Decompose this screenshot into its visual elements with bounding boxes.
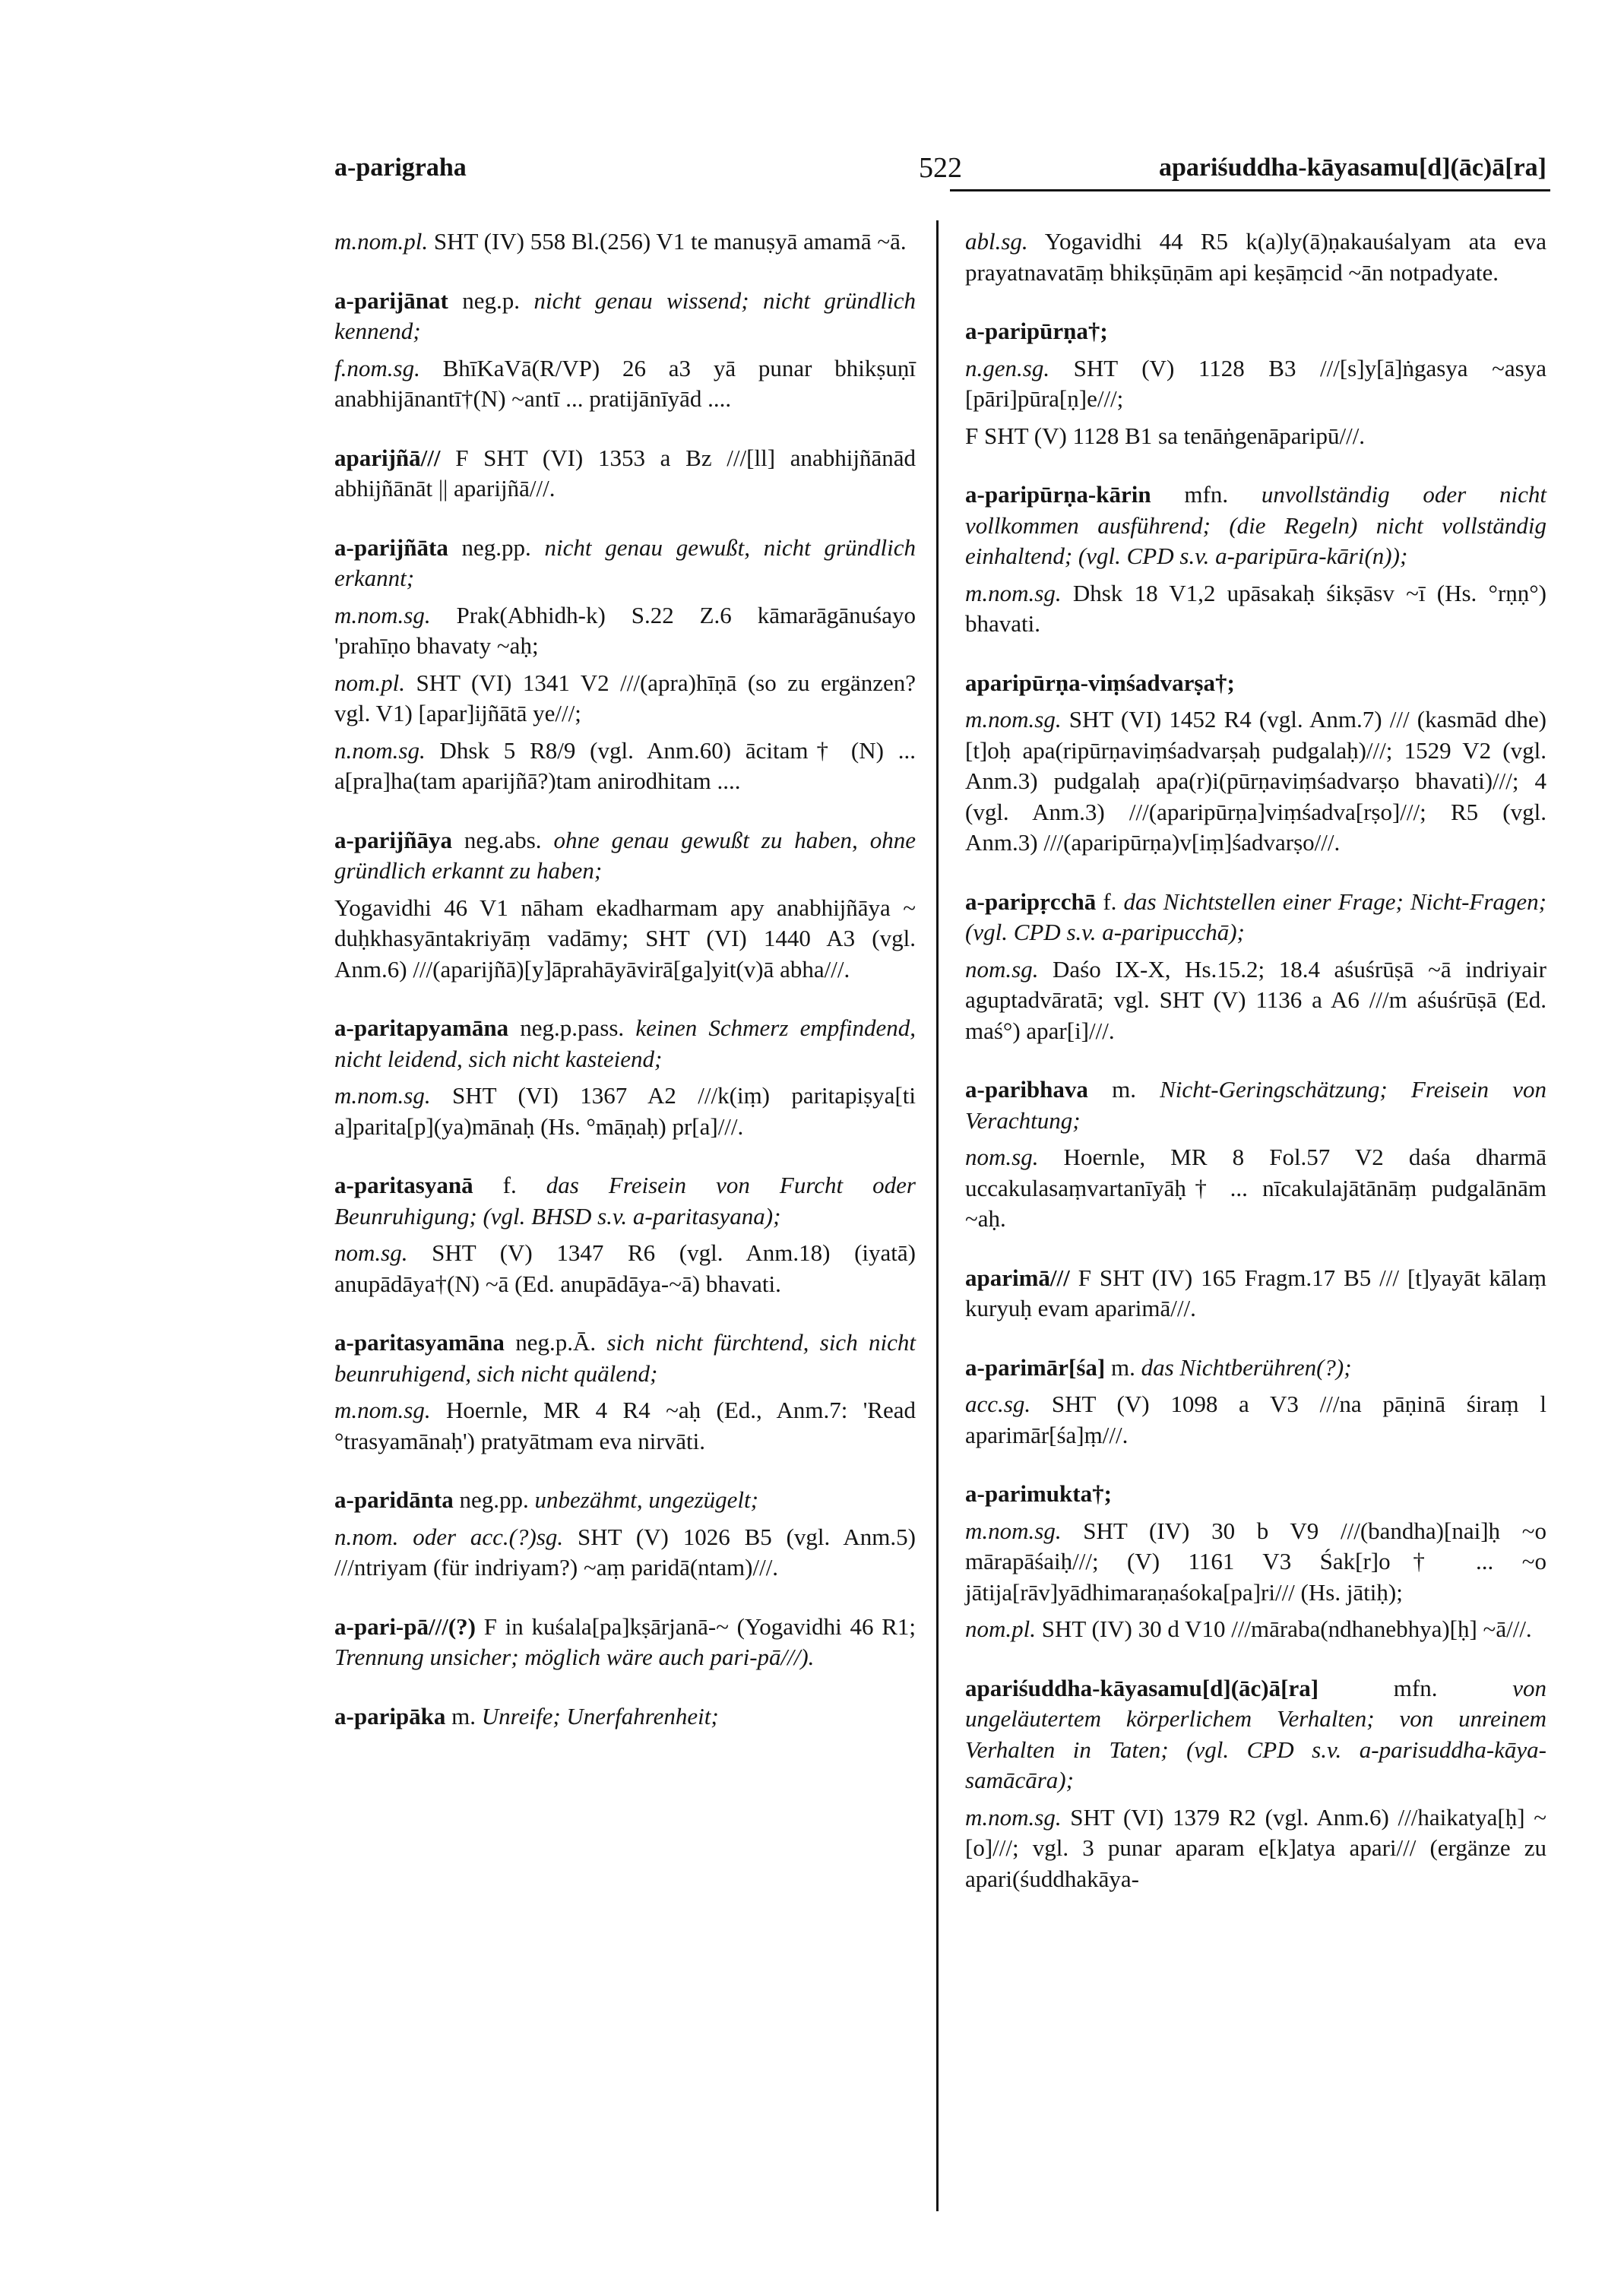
citation-text: Prak(Abhidh-k) S.22 Z.6 kāmarāgānuśayo 'prahīṇo bhavaty ~aḥ; (334, 601, 916, 659)
entry-citation (334, 893, 916, 986)
citation-text: SHT (IV) 30 d V10 ///māraba(ndhanebhya)[ḥ] ~ā///. (1036, 1616, 1532, 1642)
entry-grammar: mfn. (1151, 481, 1262, 508)
entry-grammar: mfn. (1319, 1674, 1513, 1701)
citation-form: f.nom.sg. (334, 354, 420, 381)
entry-headword: a-paripṛcchā (965, 888, 1097, 915)
citation-form: m.nom.sg. (334, 601, 431, 628)
citation-text: Daśo IX-X, Hs.15.2; 18.4 aśuśrūṣā ~ā indriyair aguptadvāratā; vgl. SHT (V) 1136 a A6 ///m aśuśrūṣā (Ed. maś°) apar[i]///. (965, 955, 1546, 1044)
entry-citation (965, 1614, 1546, 1645)
entry-citation (965, 704, 1546, 859)
entry-definition (965, 1479, 1546, 1510)
entry-definition (334, 1612, 916, 1673)
entry-grammar: neg.pp. (453, 1486, 535, 1513)
entry-grammar: f. (1096, 888, 1124, 915)
entry-gloss: nicht genau gewußt, nicht gründlich erkannt; (334, 533, 916, 591)
left-column (334, 226, 916, 1760)
entry-gloss: das Nichtstellen einer Frage; Nicht-Fragen; (vgl. CPD s.v. a-paripucchā); (965, 888, 1547, 945)
entry-citation (965, 1389, 1546, 1451)
citation-text: Dhsk 18 V1,2 upāsakaḥ śikṣāsv ~ī (Hs. °rṇṇ°) bhavati. (965, 579, 1546, 637)
entry-grammar: neg.abs. (452, 826, 554, 853)
entry-citation (334, 600, 916, 662)
entry-headword: aparijñā/// (334, 444, 441, 471)
entry-headword: a-parijñāya (334, 826, 452, 853)
dictionary-entry (334, 1612, 916, 1673)
entry-citation (965, 954, 1546, 1047)
entry-citation (334, 1395, 916, 1457)
citation-form: n.gen.sg. (965, 354, 1050, 381)
entry-gloss: das Freisein von Furcht oder Beunruhigung; (vgl. BHSD s.v. a-paritasyana); (334, 1172, 916, 1229)
dictionary-entry (334, 1701, 916, 1733)
dictionary-entry (965, 1074, 1546, 1235)
entry-headword: a-parijñāta (334, 533, 448, 561)
entry-grammar: F SHT (VI) 1353 a Bz ///[ll] anabhijñānād abhijñānāt || aparijñā///. (334, 444, 916, 502)
dictionary-entry (334, 286, 916, 415)
entry-citation (965, 421, 1546, 452)
entry-headword: a-paripūrṇa†; (965, 318, 1108, 344)
citation-form: acc.sg. (965, 1391, 1031, 1417)
entry-gloss: Unreife; Unerfahrenheit; (481, 1702, 719, 1729)
entry-definition (965, 1353, 1546, 1384)
entry-headword: a-paritapyamāna (334, 1014, 509, 1041)
entry-gloss: ohne genau gewußt zu haben, ohne gründlich erkannt zu haben; (334, 826, 916, 884)
citation-form: m.nom.sg. (965, 579, 1062, 606)
entry-headword: a-paridānta (334, 1486, 454, 1513)
entry-definition (965, 1673, 1546, 1796)
citation-text: Hoernle, MR 4 R4 ~aḥ (Ed., Anm.7: 'Read °trasyamānaḥ') pratyātmam eva nirvāti. (334, 1397, 916, 1454)
citation-text: SHT (V) 1098 a V3 ///na pāṇinā śiraṃ l aparimār[śa]ṃ///. (965, 1391, 1546, 1448)
entry-headword: aparimā/// (965, 1264, 1070, 1291)
entry-gloss: unvollständig oder nicht vollkommen ausführend; (die Regeln) nicht vollständig einhaltend; (vgl. CPD s.v. a-paripūra-kāri(n)); (965, 481, 1546, 569)
entry-citation (965, 1142, 1546, 1235)
citation-text: Yogavidhi 46 V1 nāham ekadharmam apy anabhijñāya ~ duḥkhasyāntakriyāṃ vadāmy; SHT (VI) 1440 A3 (vgl. Anm.6) ///(aparijñā)[y]āprahāyāvirā[ga]yit(v)ā abha///. (334, 894, 916, 983)
citation-text: Hoernle, MR 8 Fol.57 V2 daśa dharmā uccakulasaṃvartanīyāḥ† ... nīcakulajātānāṃ pudgalānām ~aḥ. (965, 1144, 1546, 1232)
entry-citation (965, 353, 1546, 415)
entry-grammar: f. (473, 1172, 546, 1198)
entry-definition (334, 1013, 916, 1074)
citation-form: n.nom. oder acc.(?)sg. (334, 1523, 564, 1550)
citation-form: abl.sg. (965, 228, 1028, 255)
entry-definition (334, 1485, 916, 1516)
citation-text: SHT (VI) 1452 R4 (vgl. Anm.7) /// (kasmād dhe)[t]oḥ apa(ripūrṇaviṃśadvarṣaḥ pudgalaḥ)///; 1529 V2 (vgl. Anm.3) pudgalaḥ apa(r)i(pūrṇaviṃśadvarṣo bhavati)///; 4 (vgl. Anm.3) ///(aparipūrṇa]viṃśadva[rṣo]///; R5 (vgl. Anm.3) ///(aparipūrṇa)v[iṃ]śadvarṣo///. (965, 706, 1546, 856)
citation-text: Dhsk 5 R8/9 (vgl. Anm.60) ācitam† (N) ... a[pra]ha(tam aparijñā?)tam anirodhitam .... (334, 736, 916, 794)
citation-form: nom.sg. (965, 955, 1039, 983)
entry-grammar: neg.p.pass. (508, 1014, 636, 1041)
entry-definition (334, 825, 916, 887)
entry-citation (965, 578, 1546, 640)
entry-citation (334, 668, 916, 729)
entry-grammar: neg.pp. (448, 533, 545, 561)
entry-citation (334, 736, 916, 797)
entry-definition (965, 1074, 1546, 1136)
entry-headword: a-paribhava (965, 1076, 1088, 1103)
entry-definition (334, 286, 916, 347)
dictionary-entry (334, 443, 916, 505)
dictionary-entry (334, 1485, 916, 1584)
entry-definition (965, 316, 1546, 347)
entry-headword: apariśuddha-kāyasamu[d](āc)ā[ra] (965, 1674, 1319, 1701)
dictionary-entry (334, 1013, 916, 1142)
citation-text: SHT (VI) 1341 V2 ///(apra)hīṇā (so zu ergänzen? vgl. V1) [apar]ijñātā ye///; (334, 669, 916, 726)
dictionary-entry (334, 825, 916, 986)
entry-definition (334, 533, 916, 594)
header-right-guideword: apariśuddha-kāyasamu[d](āc)ā[ra] (1158, 153, 1546, 182)
entry-definition (965, 887, 1546, 948)
citation-text: SHT (V) 1347 R6 (vgl. Anm.18) (iyatā) anupādāya†(N) ~ā (Ed. anupādāya-~ā) bhavati. (334, 1239, 916, 1297)
entry-citation (334, 226, 916, 258)
entry-gloss: keinen Schmerz empfindend, nicht leidend, sich nicht kasteiend; (334, 1014, 916, 1072)
dictionary-entry (334, 226, 916, 258)
entry-definition (334, 443, 916, 505)
citation-form: m.nom.sg. (965, 1803, 1062, 1831)
dictionary-entry (334, 533, 916, 797)
entry-headword: aparipūrṇa-viṃśadvarṣa†; (965, 669, 1235, 696)
dictionary-entry (965, 316, 1546, 451)
dictionary-entry (965, 1353, 1546, 1451)
entry-grammar: neg.p. (448, 286, 534, 314)
dictionary-entry (334, 1328, 916, 1457)
running-header (334, 149, 1546, 195)
citation-text: BhīKaVā(R/VP) 26 a3 yā punar bhikṣuṇī anabhijānantī†(N) ~antī ... pratijānīyād .... (334, 354, 916, 412)
entry-headword: a-paripūrṇa-kārin (965, 481, 1151, 508)
entry-gloss: unbezähmt, ungezügelt; (534, 1486, 758, 1513)
entry-citation (965, 1516, 1546, 1609)
entry-headword: a-paripāka (334, 1702, 446, 1729)
citation-form: nom.sg. (965, 1144, 1039, 1170)
citation-form: m.nom.sg. (334, 1397, 431, 1423)
citation-form: m.nom.pl. (334, 228, 429, 255)
entry-gloss: Nicht-Geringschätzung; Freisein von Verachtung; (965, 1076, 1546, 1134)
entry-definition (334, 1701, 916, 1733)
header-left-guideword: a-parigraha (334, 153, 467, 182)
entry-headword: a-pari-pā///(?) (334, 1612, 476, 1640)
entry-headword: a-parimār[śa] (965, 1353, 1106, 1381)
citation-form: m.nom.sg. (334, 1082, 431, 1109)
entry-grammar: neg.p.Ā. (504, 1329, 607, 1356)
citation-text: SHT (V) 1026 B5 (vgl. Anm.5) ///ntriyam (für indriyam?) ~aṃ paridā(ntam)///. (334, 1523, 916, 1581)
entry-citation (334, 1081, 916, 1142)
entry-gloss: nicht genau wissend; nicht gründlich kennend; (334, 286, 916, 344)
entry-definition (334, 1170, 916, 1232)
citation-form: nom.sg. (334, 1239, 408, 1266)
entry-definition (965, 668, 1546, 699)
citation-form: m.nom.sg. (965, 706, 1062, 733)
dictionary-entry (965, 887, 1546, 1047)
citation-form: nom.pl. (965, 1616, 1036, 1642)
entry-gloss: sich nicht fürchtend, sich nicht beunruhigend, sich nicht quälend; (334, 1329, 916, 1387)
citation-form: m.nom.sg. (965, 1517, 1062, 1544)
entry-gloss: Trennung unsicher; möglich wäre auch pari-pā///). (334, 1644, 815, 1670)
citation-form: nom.pl. (334, 669, 405, 696)
entry-definition (334, 1328, 916, 1389)
entry-headword: a-paritasyamāna (334, 1329, 505, 1356)
citation-text: SHT (VI) 1367 A2 ///k(iṃ) paritapiṣya[ti a]parita[p](ya)mānaḥ (Hs. °māṇaḥ) pr[a]///. (334, 1082, 916, 1140)
entry-citation (965, 1802, 1546, 1895)
dictionary-entry (334, 1170, 916, 1299)
entry-definition (965, 479, 1546, 572)
citation-form: n.nom.sg. (334, 736, 426, 764)
entry-citation (334, 1238, 916, 1299)
entry-headword: a-parijānat (334, 286, 448, 314)
page-number: 522 (919, 152, 962, 184)
citation-text: SHT (IV) 30 b V9 ///(bandha)[nai]ḥ ~o mārapāśaiḥ///; (V) 1161 V3 Śak[r]o† ... ~o jātija[rāv]yādhimaraṇaśoka[pa]ri/// (Hs. jātiḥ); (965, 1517, 1546, 1606)
entry-grammar: m. (1105, 1353, 1141, 1381)
entry-definition (965, 1263, 1546, 1324)
entry-headword: a-parimukta†; (965, 1480, 1112, 1507)
citation-text: SHT (IV) 558 Bl.(256) V1 te manuṣyā amamā ~ā. (428, 228, 907, 255)
dictionary-entry (965, 1479, 1546, 1645)
column-divider (936, 220, 939, 2211)
dictionary-entry (965, 668, 1546, 859)
dictionary-entry (965, 479, 1546, 640)
entry-citation (334, 1522, 916, 1584)
entry-gloss: das Nichtberühren(?); (1141, 1353, 1352, 1381)
dictionary-entry (965, 1673, 1546, 1895)
right-column (965, 226, 1546, 1922)
dictionary-entry (965, 1263, 1546, 1324)
header-rule (950, 189, 1550, 191)
entry-grammar: F in kuśala[pa]kṣārjanā-~ (Yogavidhi 46 R1; (476, 1612, 916, 1640)
entry-citation (965, 226, 1546, 288)
entry-citation (334, 353, 916, 415)
citation-text: SHT (VI) 1379 R2 (vgl. Anm.6) ///haikatya[ḥ] ~[o]///; vgl. 3 punar aparam e[k]atya apari/// (ergänze zu apari(śuddhakāya- (965, 1803, 1546, 1892)
entry-gloss: von ungeläutertem körperlichem Verhalten; von unreinem Verhalten in Taten; (vgl. CPD s.v. a-parisuddha-kāya-samācāra); (965, 1674, 1546, 1793)
citation-text: SHT (V) 1128 B3 ///[s]y[ā]ṅgasya ~asya [pāri]pūra[ṇ]e///; (965, 354, 1546, 412)
entry-grammar: m. (445, 1702, 482, 1729)
entry-headword: a-paritasyanā (334, 1172, 473, 1198)
entry-grammar: F SHT (IV) 165 Fragm.17 B5 /// [t]yayāt kālaṃ kuryuḥ evam aparimā///. (965, 1264, 1546, 1321)
entry-grammar: m. (1087, 1076, 1160, 1103)
citation-text: F SHT (V) 1128 B1 sa tenāṅgenāparipū///. (965, 422, 1366, 449)
dictionary-entry (965, 226, 1546, 288)
citation-text: Yogavidhi 44 R5 k(a)ly(ā)ṇakauśalyam ata eva prayatnavatāṃ bhikṣūṇām api keṣāṃcid ~ān notpadyate. (965, 228, 1546, 286)
